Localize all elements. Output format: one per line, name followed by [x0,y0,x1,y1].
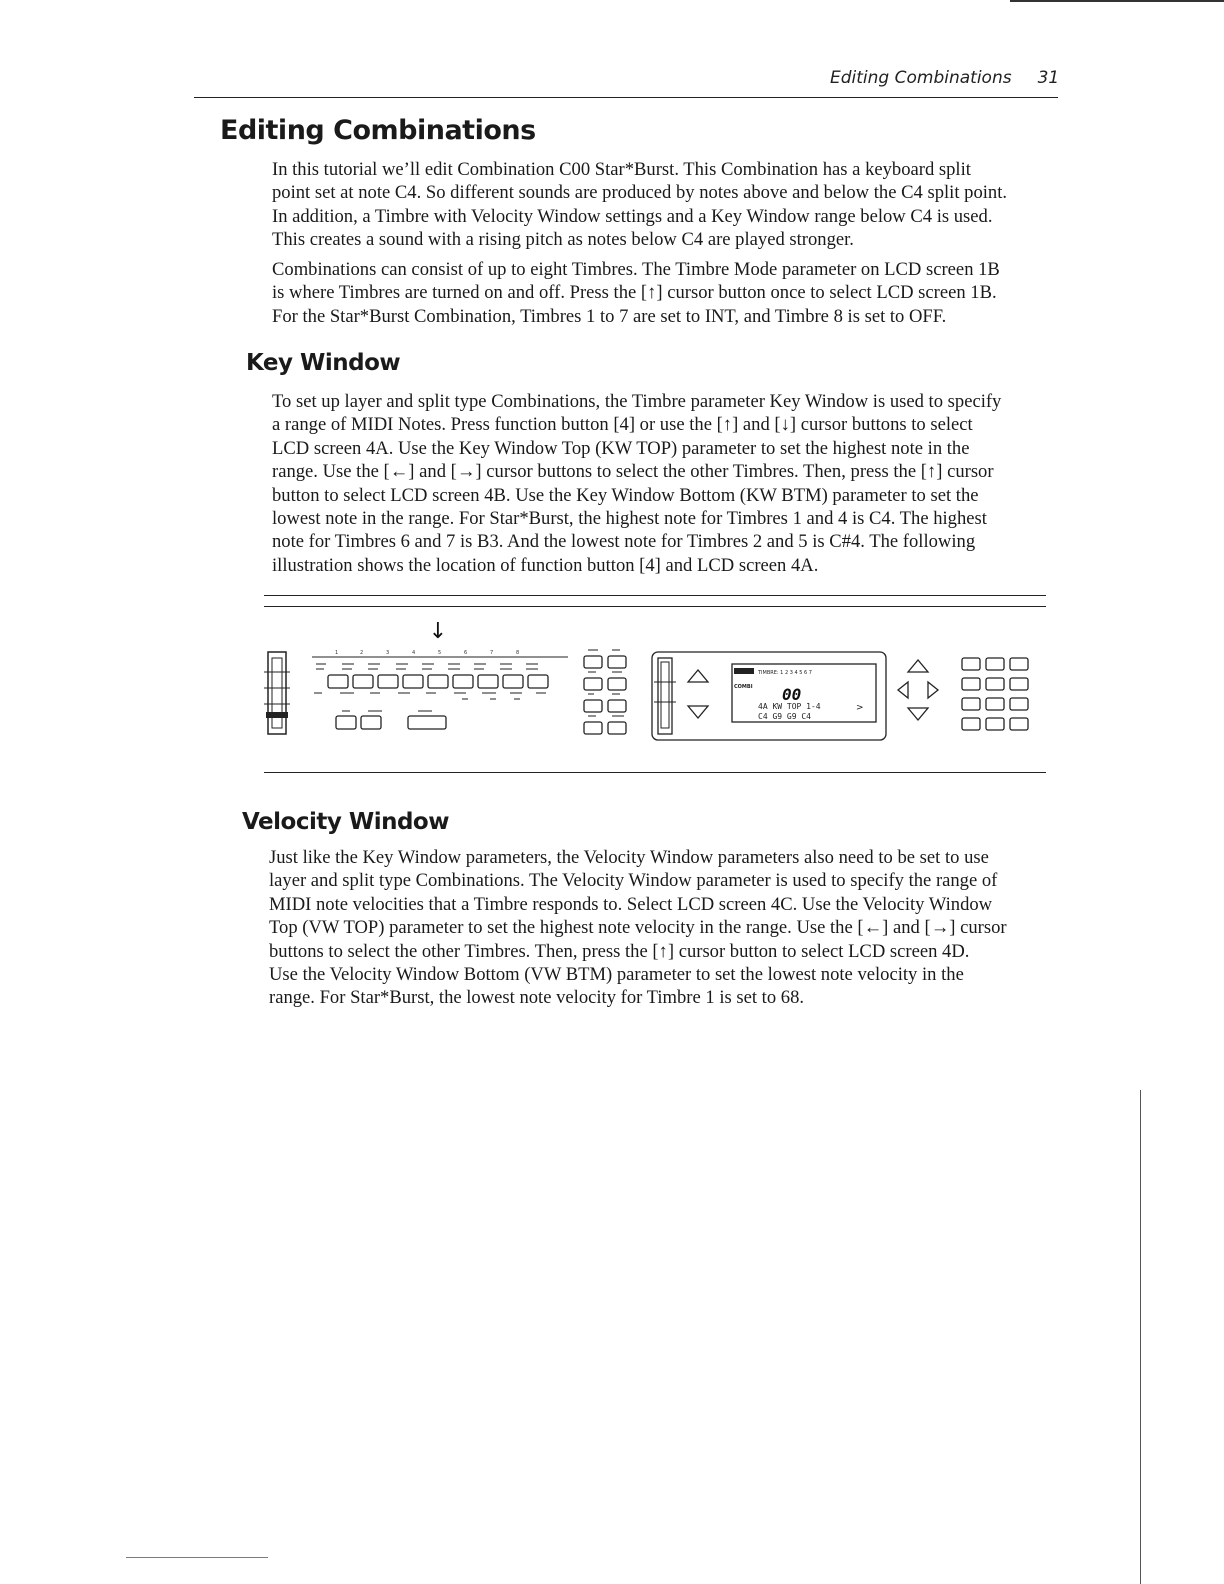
function-number: 7 [490,650,494,656]
text-line: For the Star*Burst Combination, Timbres 1 to 7 are set to INT, and Timbre 8 is set to OFF. [272,305,947,327]
header-rule [194,97,1058,98]
text-line: note for Timbres 6 and 7 is B3. And the lowest note for Timbres 2 and 5 is C#4. The following [272,531,976,553]
combi-button [584,656,602,668]
lcd-screen [732,664,876,722]
figure-bottom-rule [264,772,1046,773]
lcd-mode: COMBI [734,684,753,690]
running-title: Editing Combinations [830,68,1012,88]
function-button-4 [403,675,423,688]
page-edge-line [1140,1090,1141,1584]
text-line: range. Use the [←] and [→] cursor buttons to select the other Timbres. Then, press the [↑] cursor [272,461,994,483]
value-down-icon [688,706,708,718]
cursor-pad [898,660,938,720]
figure-top-rule [264,595,1046,596]
function-button-8 [503,675,523,688]
footer-rule [126,1557,268,1558]
text-line: illustration shows the location of function button [4] and LCD screen 4A. [272,554,819,576]
figure-top-rule-2 [264,606,1046,607]
text-line: Combinations can consist of up to eight Timbres. The Timbre Mode parameter on LCD screen 1B [272,259,1000,280]
text-line: LCD screen 4A. Use the Key Window Top (KW TOP) parameter to set the highest note in the [272,437,970,459]
value-up-icon [688,670,708,682]
running-head [830,68,1059,88]
cursor-up-icon [908,660,928,672]
function-button-7 [478,675,498,688]
cursor-down-icon [908,708,928,720]
text-line: In this tutorial we’ll edit Combination C00 Star*Burst. This Combination has a keyboard split [272,159,971,180]
bank-button [584,722,602,734]
numeric-keypad [962,658,1028,730]
text-line: is where Timbres are turned on and off. Press the [↑] cursor button once to select LCD screen 1B. [272,282,997,304]
cursor-right-icon [928,682,938,698]
velocity-window-paragraph [269,846,1007,1010]
function-number: 5 [438,650,442,656]
function-number-row [335,650,519,656]
text-line: This creates a sound with a rising pitch as notes below C4 are played stronger. [272,229,854,251]
function-button-2 [353,675,373,688]
top-edge-rule [1010,0,1224,2]
prog-button [584,678,602,690]
text-line: a range of MIDI Notes. Press function button [4] or use the [↑] and [↓] cursor buttons to select [272,414,973,436]
function-button-9 [528,675,548,688]
volume-slider [264,652,290,734]
pointer-arrow-icon: ↓ [428,619,448,644]
cursor-left-icon [898,682,908,698]
start-stop-button [408,716,446,729]
velocity-window-heading: Velocity Window [242,809,449,835]
text-line: MIDI note velocities that a Timbre responds to. Select LCD screen 4C. Use the Velocity Window [269,893,993,915]
text-line: lowest note in the range. For Star*Burst, the highest note for Timbres 1 and 4 is C4. The highest [272,508,987,530]
text-line: In addition, a Timbre with Velocity Window settings and a Key Window range below C4 is used. [272,205,993,227]
edit-button [608,656,626,668]
display-frame [652,652,886,740]
compare-button [608,722,626,734]
global-button [608,678,626,690]
function-button-1 [328,675,348,688]
text-line: buttons to select the other Timbres. Then, press the [↑] cursor button to select LCD screen 4D. [269,940,970,962]
function-number: 8 [516,650,520,656]
lcd-param-line: 4A KW TOP 1-4 [758,702,821,711]
function-number: 4 [412,650,416,656]
text-line: Top (VW TOP) parameter to set the highest note velocity in the range. Use the [←] and [→] cursor [269,917,1007,939]
main-title: Editing Combinations [220,115,536,146]
function-number: 2 [360,650,364,656]
function-button-6 [453,675,473,688]
key-window-paragraph [272,390,1001,577]
function-number: 3 [386,650,390,656]
text-line: Just like the Key Window parameters, the Velocity Window parameters also need to be set to use [269,847,989,868]
lcd-timbre-row: TIMBRE: 1 2 3 4 5 6 7 [758,670,812,676]
disk-button [608,700,626,712]
front-panel-illustration [250,612,1050,762]
intro-paragraph-2 [272,258,1000,328]
text-line: point set at note C4. So different sounds are produced by notes above and below the C4 split point. [272,182,1008,204]
text-line: Use the Velocity Window Bottom (VW BTM) parameter to set the lowest note velocity in the [269,964,964,986]
function-number: 1 [335,650,339,656]
rec-write-button [361,716,381,729]
lcd-number: 00 [782,685,802,704]
text-line: range. For Star*Burst, the lowest note velocity for Timbre 1 is set to 68. [269,987,805,1009]
intro-paragraph-1 [272,158,1007,252]
value-slider [654,658,676,734]
key-window-heading: Key Window [246,350,401,376]
text-line: To set up layer and split type Combinations, the Timbre parameter Key Window is used to specify [272,391,1002,412]
lcd-next-arrow: > [856,703,864,713]
function-button-3 [378,675,398,688]
lcd-value-line: C4 G9 G9 C4 [758,712,811,721]
function-number: 6 [464,650,468,656]
reset-button [336,716,356,729]
text-line: button to select LCD screen 4B. Use the Key Window Bottom (KW BTM) parameter to set the [272,484,979,506]
seq-button [584,700,602,712]
text-line: layer and split type Combinations. The Velocity Window parameter is used to specify the range of [269,870,998,892]
function-button-5 [428,675,448,688]
page-number: 31 [1037,68,1060,88]
